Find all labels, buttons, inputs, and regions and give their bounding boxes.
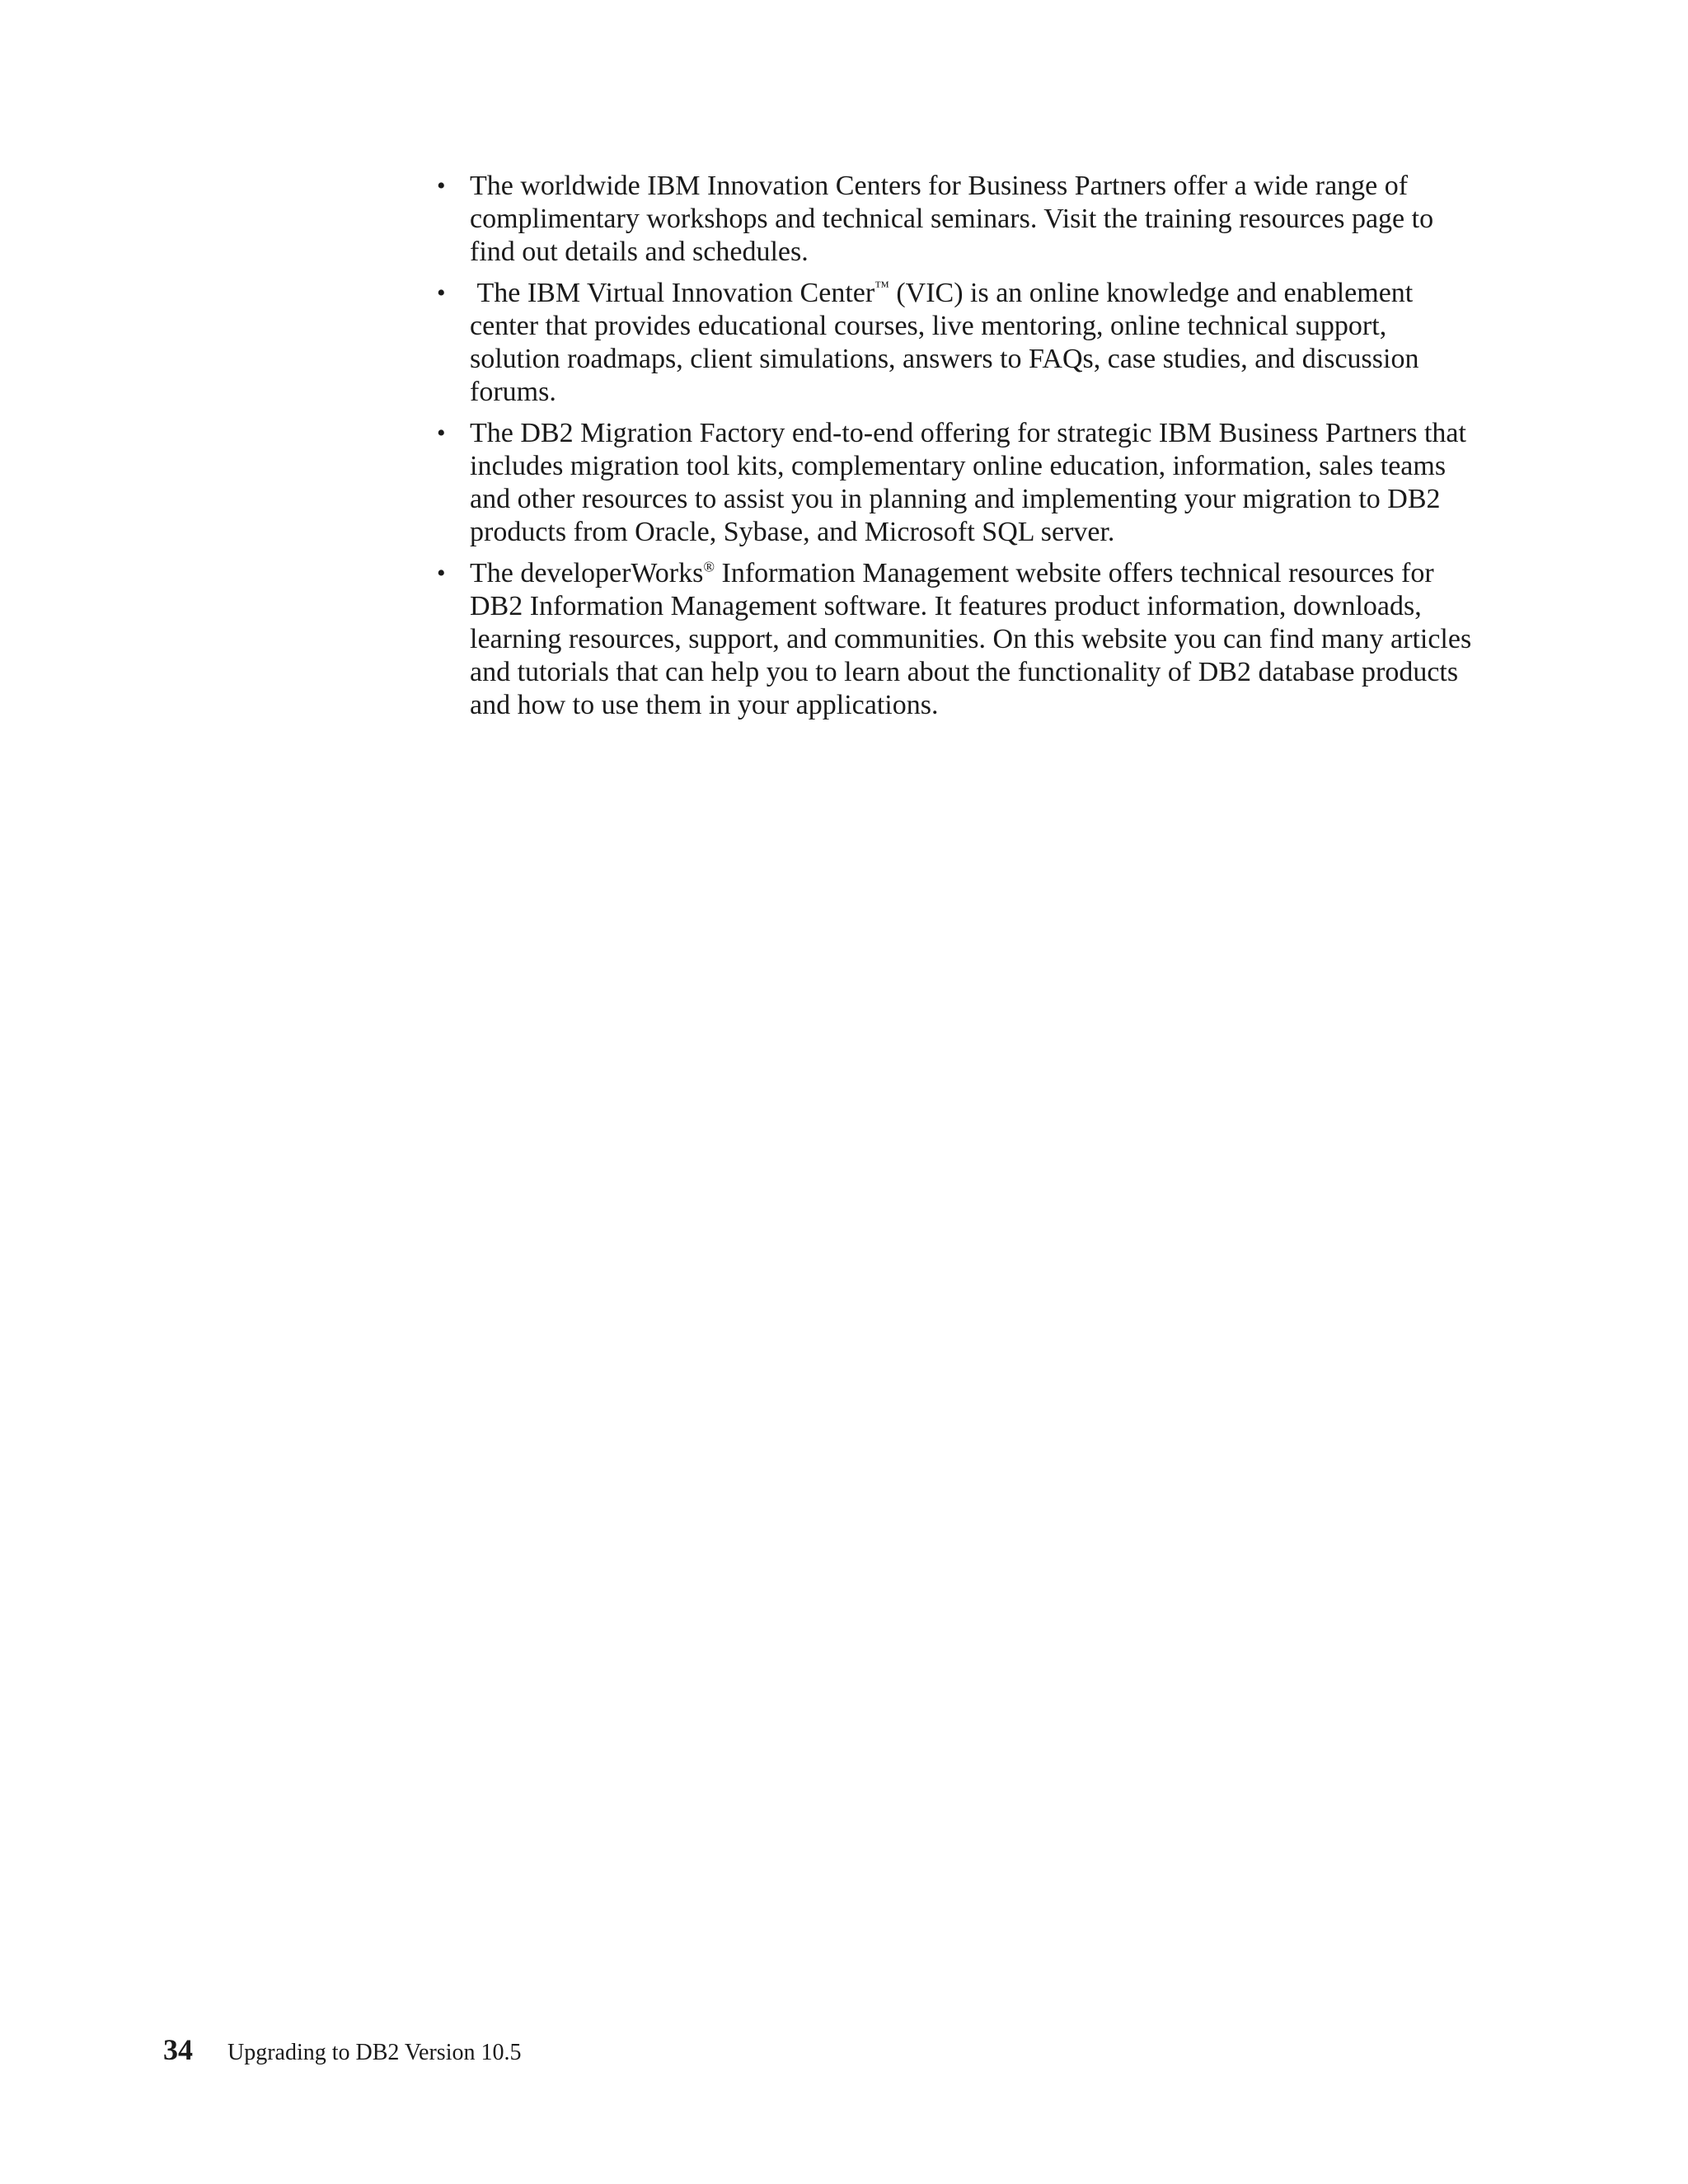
bullet-icon: • [437,279,446,307]
trademark-symbol: ™ [874,278,889,295]
bullet-text-end: (VIC) is an online knowledge and enablement center that provides educational courses, live mentoring, online technical support, solution roadmaps, client simulations, answers to FAQs, case studies, and discussion forums. [470,278,1419,407]
bullet-text-end: Information Management website offers technical resources for DB2 Information Management software. It features product information, downloads, learning resources, support, and communities. On this website you can find many articles and tutorials that can help you to learn about the functionality of DB2 database products and how to use them in your applications. [470,558,1472,720]
bullet-item-db2-migration-factory [437,417,1484,549]
bullet-item-ibm-innovation-centers [437,170,1484,269]
bullet-list [437,170,1484,730]
page-number: 34 [163,2033,193,2066]
book-title: Upgrading to DB2 Version 10.5 [227,2040,522,2065]
bullet-icon: • [437,419,446,447]
registered-symbol: ® [703,558,715,575]
bullet-item-virtual-innovation-center [437,277,1484,409]
bullet-text: The worldwide IBM Innovation Centers for Business Partners offer a wide range of complimentary workshops and technical seminars. Visit the training resources page to find out details and schedules. [470,171,1434,267]
bullet-text-start: The developerWorks [470,558,704,588]
bullet-item-developerworks [437,557,1484,722]
bullet-text-start: The IBM Virtual Innovation Center [470,278,875,308]
page-footer [163,2032,521,2067]
bullet-text: The DB2 Migration Factory end-to-end offering for strategic IBM Business Partners that includes migration tool kits, complementary online education, information, sales teams and other resources to assist you in planning and implementing your migration to DB2 products from Oracle, Sybase, and Microsoft SQL server. [470,418,1466,547]
bullet-icon: • [437,560,446,587]
bullet-icon: • [437,172,446,199]
